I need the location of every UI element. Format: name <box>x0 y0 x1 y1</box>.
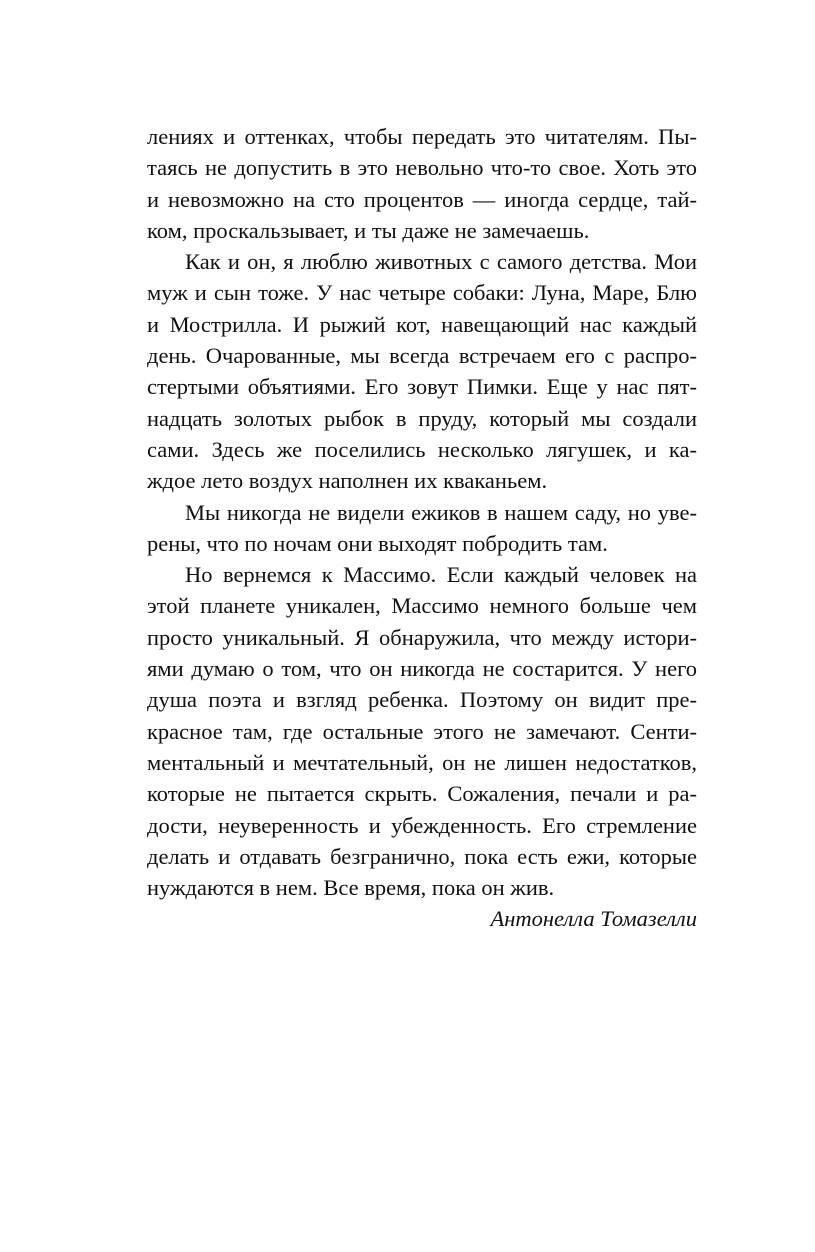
paragraph-1 <box>147 121 697 246</box>
text-line: день. Очарованные, мы всегда встречаем его с распро- <box>147 343 697 369</box>
text-line: надцать золотых рыбок в пруду, который мы создали <box>147 405 697 431</box>
text-line: сами. Здесь же поселились несколько лягушек, и ка- <box>147 436 697 462</box>
text-line: лениях и оттенках, чтобы передать это читателям. Пы- <box>147 124 697 149</box>
text-line: рены, что по ночам они выходят побродить там. <box>147 530 608 556</box>
text-line: ждое лето воздух наполнен их кваканьем. <box>147 468 548 494</box>
text-line: просто уникальный. Я обнаружила, что между истори- <box>147 624 697 650</box>
text-line: таясь не допустить в это невольно что-то свое. Хоть это <box>147 155 697 181</box>
body-text <box>147 121 697 935</box>
text-line: которые не пытается скрыть. Сожаления, печали и ра- <box>147 781 697 807</box>
text-line: ями думаю о том, что он никогда не состарится. У него <box>147 656 697 682</box>
text-line: и невозможно на сто процентов — иногда сердце, тай- <box>147 186 697 212</box>
text-line: и Мострилла. И рыжий кот, навещающий нас каждый <box>147 311 697 337</box>
text-line: дости, неуверенность и убежденность. Его стремление <box>147 812 697 838</box>
text-line: стертыми объятиями. Его зовут Пимки. Еще у нас пят- <box>147 374 697 400</box>
text-line: Но вернемся к Массимо. Если каждый человек на <box>185 562 697 588</box>
paragraph-3 <box>147 497 697 560</box>
text-line: Как и он, я люблю животных с самого детства. Мои <box>185 249 697 275</box>
text-line: Мы никогда не видели ежиков в нашем саду, но уве- <box>185 499 697 525</box>
text-line: ментальный и мечтательный, он не лишен недостатков, <box>147 749 697 775</box>
text-line: этой планете уникален, Массимо немного больше чем <box>147 593 697 619</box>
text-line: ком, проскальзывает, и ты даже не замечаешь. <box>147 217 590 243</box>
text-line: нуждаются в нем. Все время, пока он жив. <box>147 875 555 901</box>
text-line: красное там, где остальные этого не замечают. Сенти- <box>147 718 697 744</box>
author-signature: Антонелла Томазелли <box>490 906 697 932</box>
paragraph-4 <box>147 559 697 903</box>
paragraph-2 <box>147 246 697 496</box>
text-line: душа поэта и взгляд ребенка. Поэтому он видит пре- <box>147 687 697 713</box>
text-line: муж и сын тоже. У нас четыре собаки: Луна, Маре, Блю <box>147 280 697 306</box>
text-line: делать и отдавать безгранично, пока есть ежи, которые <box>147 843 697 869</box>
